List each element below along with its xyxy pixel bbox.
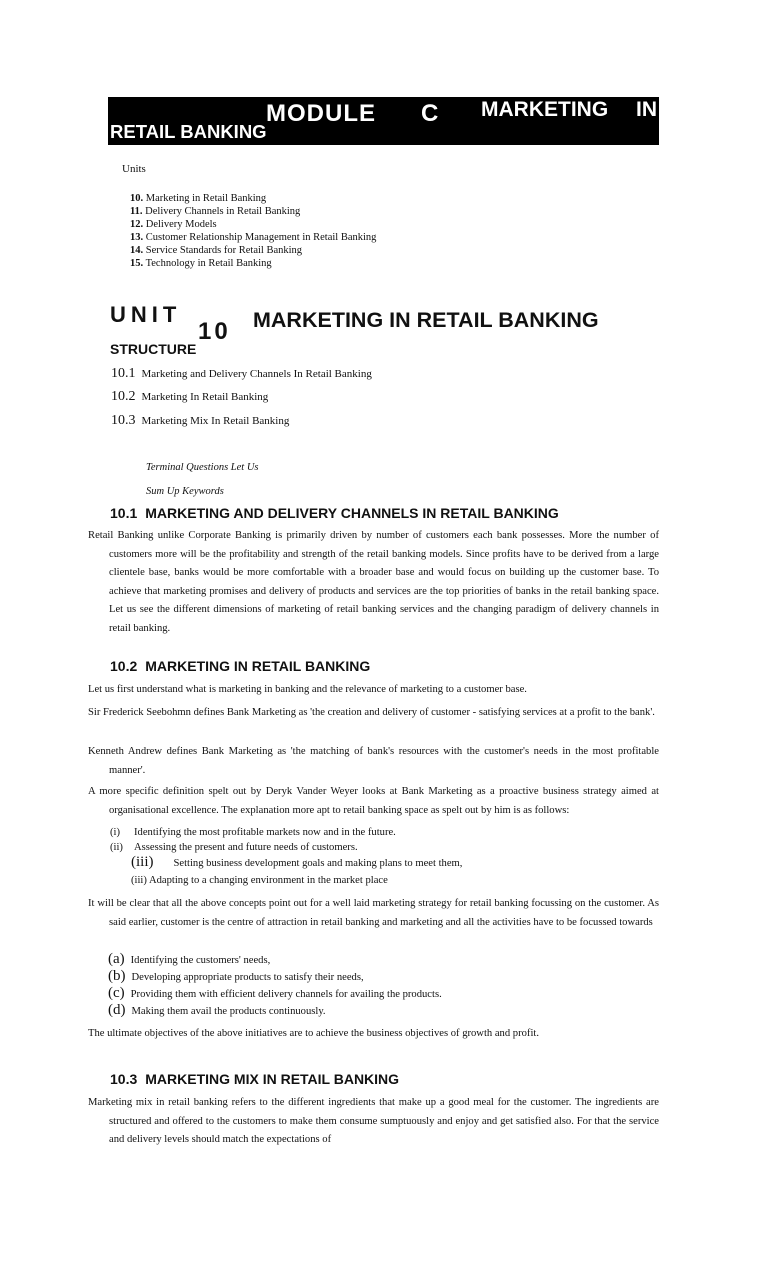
list-item: (d) Making them avail the products continuously. (108, 1002, 326, 1018)
list-item: (iii) Adapting to a changing environment in the market place (131, 875, 388, 886)
paragraph: Marketing mix in retail banking refers to the different ingredients that make up a good meal for the customer. The ingredients are structured and offered to the customers to make them consume sumptuously and enjoy and get satisfied also. For that the service and delivery levels should match the expectations of (88, 1097, 659, 1145)
paragraph: A more specific definition spelt out by Deryk Vander Weyer looks at Bank Marketing as a proactive business strategy aimed at organisational excellence. The explanation more apt to retail banking space as spelt out by him is as follows: (88, 786, 659, 816)
paragraph: Kenneth Andrew defines Bank Marketing as 'the matching of bank's resources with the customer's needs in the most profitable manner'. (88, 746, 659, 776)
section-heading: 10.2 MARKETING IN RETAIL BANKING (110, 658, 371, 674)
unit-list-item: 12. Delivery Models (130, 219, 217, 230)
toc-item: 10.1 Marketing and Delivery Channels In Retail Banking (111, 366, 372, 381)
section-heading: 10.3 MARKETING MIX IN RETAIL BANKING (110, 1071, 400, 1087)
unit-list-item: 10. Marketing in Retail Banking (130, 193, 267, 204)
list-item: (b) Developing appropriate products to satisfy their needs, (108, 968, 364, 984)
list-item: (a) Identifying the customers' needs, (108, 951, 271, 967)
structure-label: STRUCTURE (110, 341, 197, 357)
module-letter: C (421, 100, 439, 127)
module-title-right: MARKETING IN (481, 98, 657, 121)
list-item: (iii) Setting business development goals and making plans to meet them, (131, 854, 463, 870)
module-title-left: RETAIL BANKING (110, 121, 267, 142)
paragraph: Retail Banking unlike Corporate Banking is primarily driven by number of customers each bank possesses. More the number of customers more will be the profitability and strength of the retail banking models. Since profits have to be derived from a large clientele base, banks would be more comfortable with a broader base and would focus on building up the customer base. To achieve that marketing promises and delivery of products and services are the top priorities of banks in the retail banking space. Let us see the different dimensions of marketing of retail banking services and the changing paradigm of delivery channels in retail banking. (88, 530, 659, 634)
paragraph: Sir Frederick Seebohmn defines Bank Marketing as 'the creation and delivery of customer - satisfying services at a profit to the bank'. (88, 707, 655, 718)
list-item: (ii) Assessing the present and future needs of customers. (110, 842, 358, 853)
unit-number: 10 (198, 318, 231, 345)
paragraph: It will be clear that all the above concepts point out for a well laid marketing strategy for retail banking focussing on the customer. As said earlier, customer is the centre of attraction in retail banking and marketing and all the activities have to be focussed towards (88, 898, 659, 928)
unit-list-item: 11. Delivery Channels in Retail Banking (130, 206, 301, 217)
paragraph: The ultimate objectives of the above initiatives are to achieve the business objectives of growth and profit. (88, 1028, 539, 1039)
module-word: MODULE (266, 100, 376, 127)
toc-item: 10.3 Marketing Mix In Retail Banking (111, 413, 290, 428)
paragraph: Let us first understand what is marketing in banking and the relevance of marketing to a customer base. (88, 684, 527, 695)
unit-title: MARKETING IN RETAIL BANKING (253, 308, 599, 332)
terminal-line: Sum Up Keywords (146, 486, 224, 497)
section-heading: 10.1 MARKETING AND DELIVERY CHANNELS IN RETAIL BANKING (110, 505, 559, 521)
unit-list-item: 13. Customer Relationship Management in Retail Banking (130, 232, 377, 243)
unit-word: UNIT (110, 302, 182, 327)
list-item: (c) Providing them with efficient delivery channels for availing the products. (108, 985, 442, 1001)
unit-list-item: 15. Technology in Retail Banking (130, 258, 272, 269)
unit-list (130, 192, 376, 270)
terminal-line: Terminal Questions Let Us (146, 462, 259, 473)
unit-list-item: 14. Service Standards for Retail Banking (130, 245, 303, 256)
units-label: Units (122, 163, 146, 175)
list-item: (i) Identifying the most profitable markets now and in the future. (110, 827, 396, 838)
toc-item: 10.2 Marketing In Retail Banking (111, 389, 269, 404)
module-banner (108, 97, 659, 145)
